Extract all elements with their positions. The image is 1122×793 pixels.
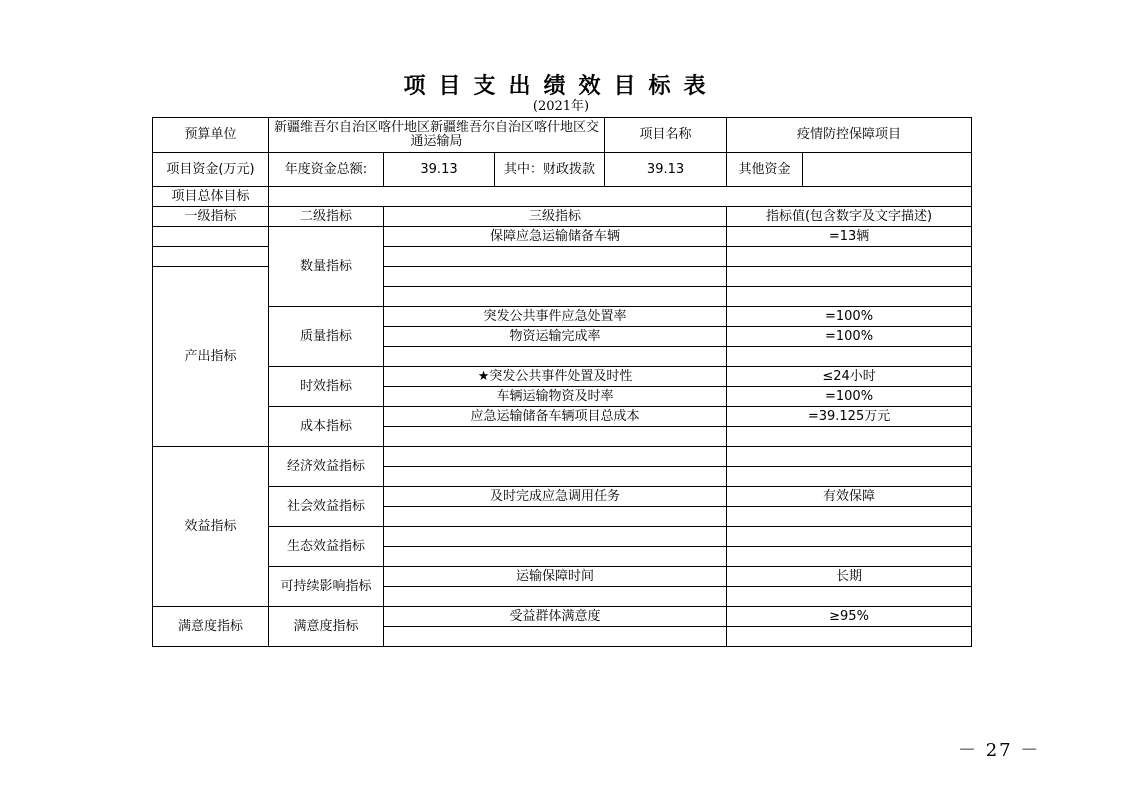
indicator-name xyxy=(384,527,727,547)
overall-goal-label: 项目总体目标 xyxy=(153,187,269,207)
year-label: (2021年) xyxy=(532,99,590,114)
page-number: － 27 － xyxy=(958,740,1041,761)
indicator-value xyxy=(727,287,972,307)
indicator-value xyxy=(727,587,972,607)
indicator-name xyxy=(384,267,727,287)
indicator-name xyxy=(384,547,727,567)
indicator-value: 有效保障 xyxy=(727,487,972,507)
subgroup-social: 社会效益指标 xyxy=(269,487,384,527)
indicator-name: 受益群体满意度 xyxy=(384,607,727,627)
indicator-name: 车辆运输物资及时率 xyxy=(384,387,727,407)
indicator-value xyxy=(727,527,972,547)
indicator-value xyxy=(727,427,972,447)
indicator-value xyxy=(727,347,972,367)
col-level1-header: 一级指标 xyxy=(153,207,269,227)
indicator-name: 应急运输储备车辆项目总成本 xyxy=(384,407,727,427)
fiscal-value: 39.13 xyxy=(605,153,727,187)
indicator-name: 及时完成应急调用任务 xyxy=(384,487,727,507)
indicator-value: 长期 xyxy=(727,567,972,587)
indicator-name xyxy=(384,427,727,447)
indicator-value xyxy=(727,467,972,487)
annual-total-value: 39.13 xyxy=(384,153,495,187)
indicator-value: ≤24小时 xyxy=(727,367,972,387)
page-title: 项目支出绩效目标表 xyxy=(403,73,719,99)
group-output: 产出指标 xyxy=(153,267,269,447)
indicator-name xyxy=(384,467,727,487)
indicator-value: =13辆 xyxy=(727,227,972,247)
indicator-name xyxy=(384,587,727,607)
budget-unit-label: 预算单位 xyxy=(153,118,269,153)
indicator-value: =39.125万元 xyxy=(727,407,972,427)
indicator-value xyxy=(727,447,972,467)
other-funds-label: 其他资金 xyxy=(727,153,803,187)
indicator-value: =100% xyxy=(727,307,972,327)
overall-goal-value xyxy=(269,187,972,207)
indicator-value xyxy=(727,267,972,287)
indicator-name: 物资运输完成率 xyxy=(384,327,727,347)
col-level2-header: 二级指标 xyxy=(269,207,384,227)
indicator-value xyxy=(727,507,972,527)
fiscal-label: 其中：财政拨款 xyxy=(495,153,605,187)
indicator-value: =100% xyxy=(727,327,972,347)
indicator-name xyxy=(384,627,727,647)
indicator-name xyxy=(384,347,727,367)
indicator-value: =100% xyxy=(727,387,972,407)
blank-cell xyxy=(153,247,269,267)
indicator-value xyxy=(727,547,972,567)
project-name-label: 项目名称 xyxy=(605,118,727,153)
blank-cell xyxy=(153,227,269,247)
indicator-value xyxy=(727,247,972,267)
indicator-value xyxy=(727,627,972,647)
funds-label: 项目资金(万元) xyxy=(153,153,269,187)
performance-table xyxy=(152,117,972,647)
indicator-name: 突发公共事件应急处置率 xyxy=(384,307,727,327)
subgroup-cost: 成本指标 xyxy=(269,407,384,447)
indicator-name xyxy=(384,287,727,307)
col-level3-header: 三级指标 xyxy=(384,207,727,227)
subgroup-timeliness: 时效指标 xyxy=(269,367,384,407)
subgroup-satisfaction: 满意度指标 xyxy=(269,607,384,647)
budget-unit-value: 新疆维吾尔自治区喀什地区新疆维吾尔自治区喀什地区交通运输局 xyxy=(269,118,605,153)
project-name-value: 疫情防控保障项目 xyxy=(727,118,972,153)
indicator-name: 保障应急运输储备车辆 xyxy=(384,227,727,247)
indicator-name: ★突发公共事件处置及时性 xyxy=(384,367,727,387)
subgroup-ecological: 生态效益指标 xyxy=(269,527,384,567)
indicator-name xyxy=(384,507,727,527)
subgroup-quality: 质量指标 xyxy=(269,307,384,367)
indicator-name: 运输保障时间 xyxy=(384,567,727,587)
indicator-name xyxy=(384,247,727,267)
col-value-header: 指标值(包含数字及文字描述) xyxy=(727,207,972,227)
indicator-name xyxy=(384,447,727,467)
annual-total-label: 年度资金总额: xyxy=(269,153,384,187)
subgroup-economic: 经济效益指标 xyxy=(269,447,384,487)
subgroup-sustainable: 可持续影响指标 xyxy=(269,567,384,607)
group-satisfaction: 满意度指标 xyxy=(153,607,269,647)
other-funds-value xyxy=(803,153,972,187)
subgroup-quantity: 数量指标 xyxy=(269,227,384,307)
indicator-value: ≥95% xyxy=(727,607,972,627)
group-benefit: 效益指标 xyxy=(153,447,269,607)
